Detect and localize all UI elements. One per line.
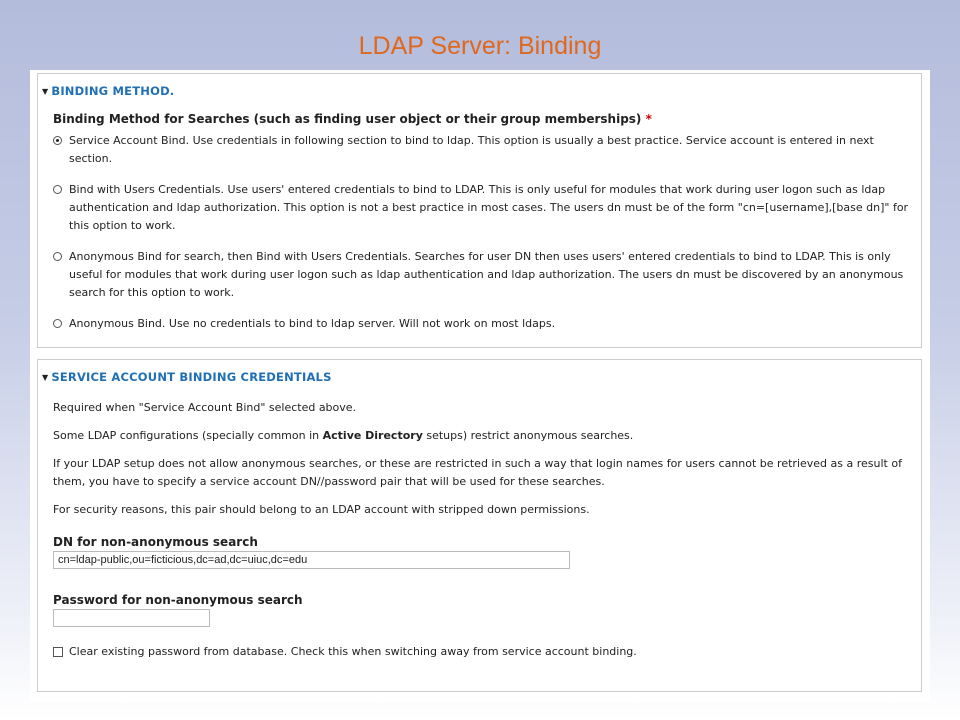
password-input[interactable] [53,609,210,627]
service-account-legend[interactable] [42,370,332,384]
anonymous-search-explanation: If your LDAP setup does not allow anonymous searches, or these are restricted in such a way that login names for users cannot be retrieved as a result of them, you have to specify a service account DN//password pair that will be used for these searches. [53,457,902,488]
radio-service-account[interactable] [53,136,62,145]
binding-option-label: Service Account Bind. Use credentials in following section to bind to ldap. This option is usually a best practice. Service account is entered in next section. [69,134,874,165]
binding-option-user-credentials[interactable] [53,181,909,235]
binding-method-content [53,110,909,346]
clear-password-checkbox[interactable] [53,647,63,657]
service-account-fieldset [37,359,922,692]
dn-label: DN for non-anonymous search [53,535,258,549]
security-note: For security reasons, this pair should belong to an LDAP account with stripped down permissions. [53,503,590,516]
binding-method-legend-text: BINDING METHOD. [51,84,175,98]
clear-password-label: Clear existing password from database. Check this when switching away from service account binding. [69,645,637,658]
note-prefix: Some LDAP configurations (specially common in [53,429,323,442]
radio-anonymous[interactable] [53,319,62,328]
active-directory-note [53,427,909,445]
service-account-intro: Required when "Service Account Bind" selected above. [53,401,357,414]
binding-method-label-text: Binding Method for Searches (such as finding user object or their group memberships) [53,112,642,126]
binding-option-label: Anonymous Bind for search, then Bind with Users Credentials. Searches for user DN then uses users' entered credentials to bind to LDAP. This is only useful for modules that work during user logon such as ldap authentication and ldap authorization. The users dn must be discovered by an anonymous search for this option to work. [69,250,904,299]
ldap-form-screenshot [30,70,930,702]
binding-method-fieldset [37,73,922,348]
radio-anonymous-then-user[interactable] [53,252,62,261]
note-bold: Active Directory [322,429,423,442]
radio-user-credentials[interactable] [53,185,62,194]
service-account-content [53,399,909,661]
binding-option-label: Anonymous Bind. Use no credentials to bind to ldap server. Will not work on most ldaps. [69,317,556,330]
service-account-legend-text: SERVICE ACCOUNT BINDING CREDENTIALS [51,370,332,384]
binding-option-service-account[interactable] [53,132,909,168]
slide-title: LDAP Server: Binding [358,32,602,60]
binding-method-legend[interactable] [42,84,174,98]
binding-option-anonymous[interactable] [53,315,909,333]
triangle-down-icon: ▼ [42,373,49,382]
clear-password-row[interactable] [53,643,909,661]
note-suffix: setups) restrict anonymous searches. [422,429,634,442]
binding-method-label [53,110,909,128]
binding-option-label: Bind with Users Credentials. Use users' entered credentials to bind to LDAP. This is only useful for modules that work during user logon such as ldap authentication and ldap authorization. This option is not a best practice in most cases. The users dn must be of the form "cn=[username],[base dn]" for this option to work. [69,183,909,232]
triangle-down-icon: ▼ [42,87,49,96]
dn-input[interactable] [53,551,570,569]
binding-option-anonymous-then-user[interactable] [53,248,909,302]
password-label: Password for non-anonymous search [53,593,303,607]
required-marker: * [645,112,652,126]
